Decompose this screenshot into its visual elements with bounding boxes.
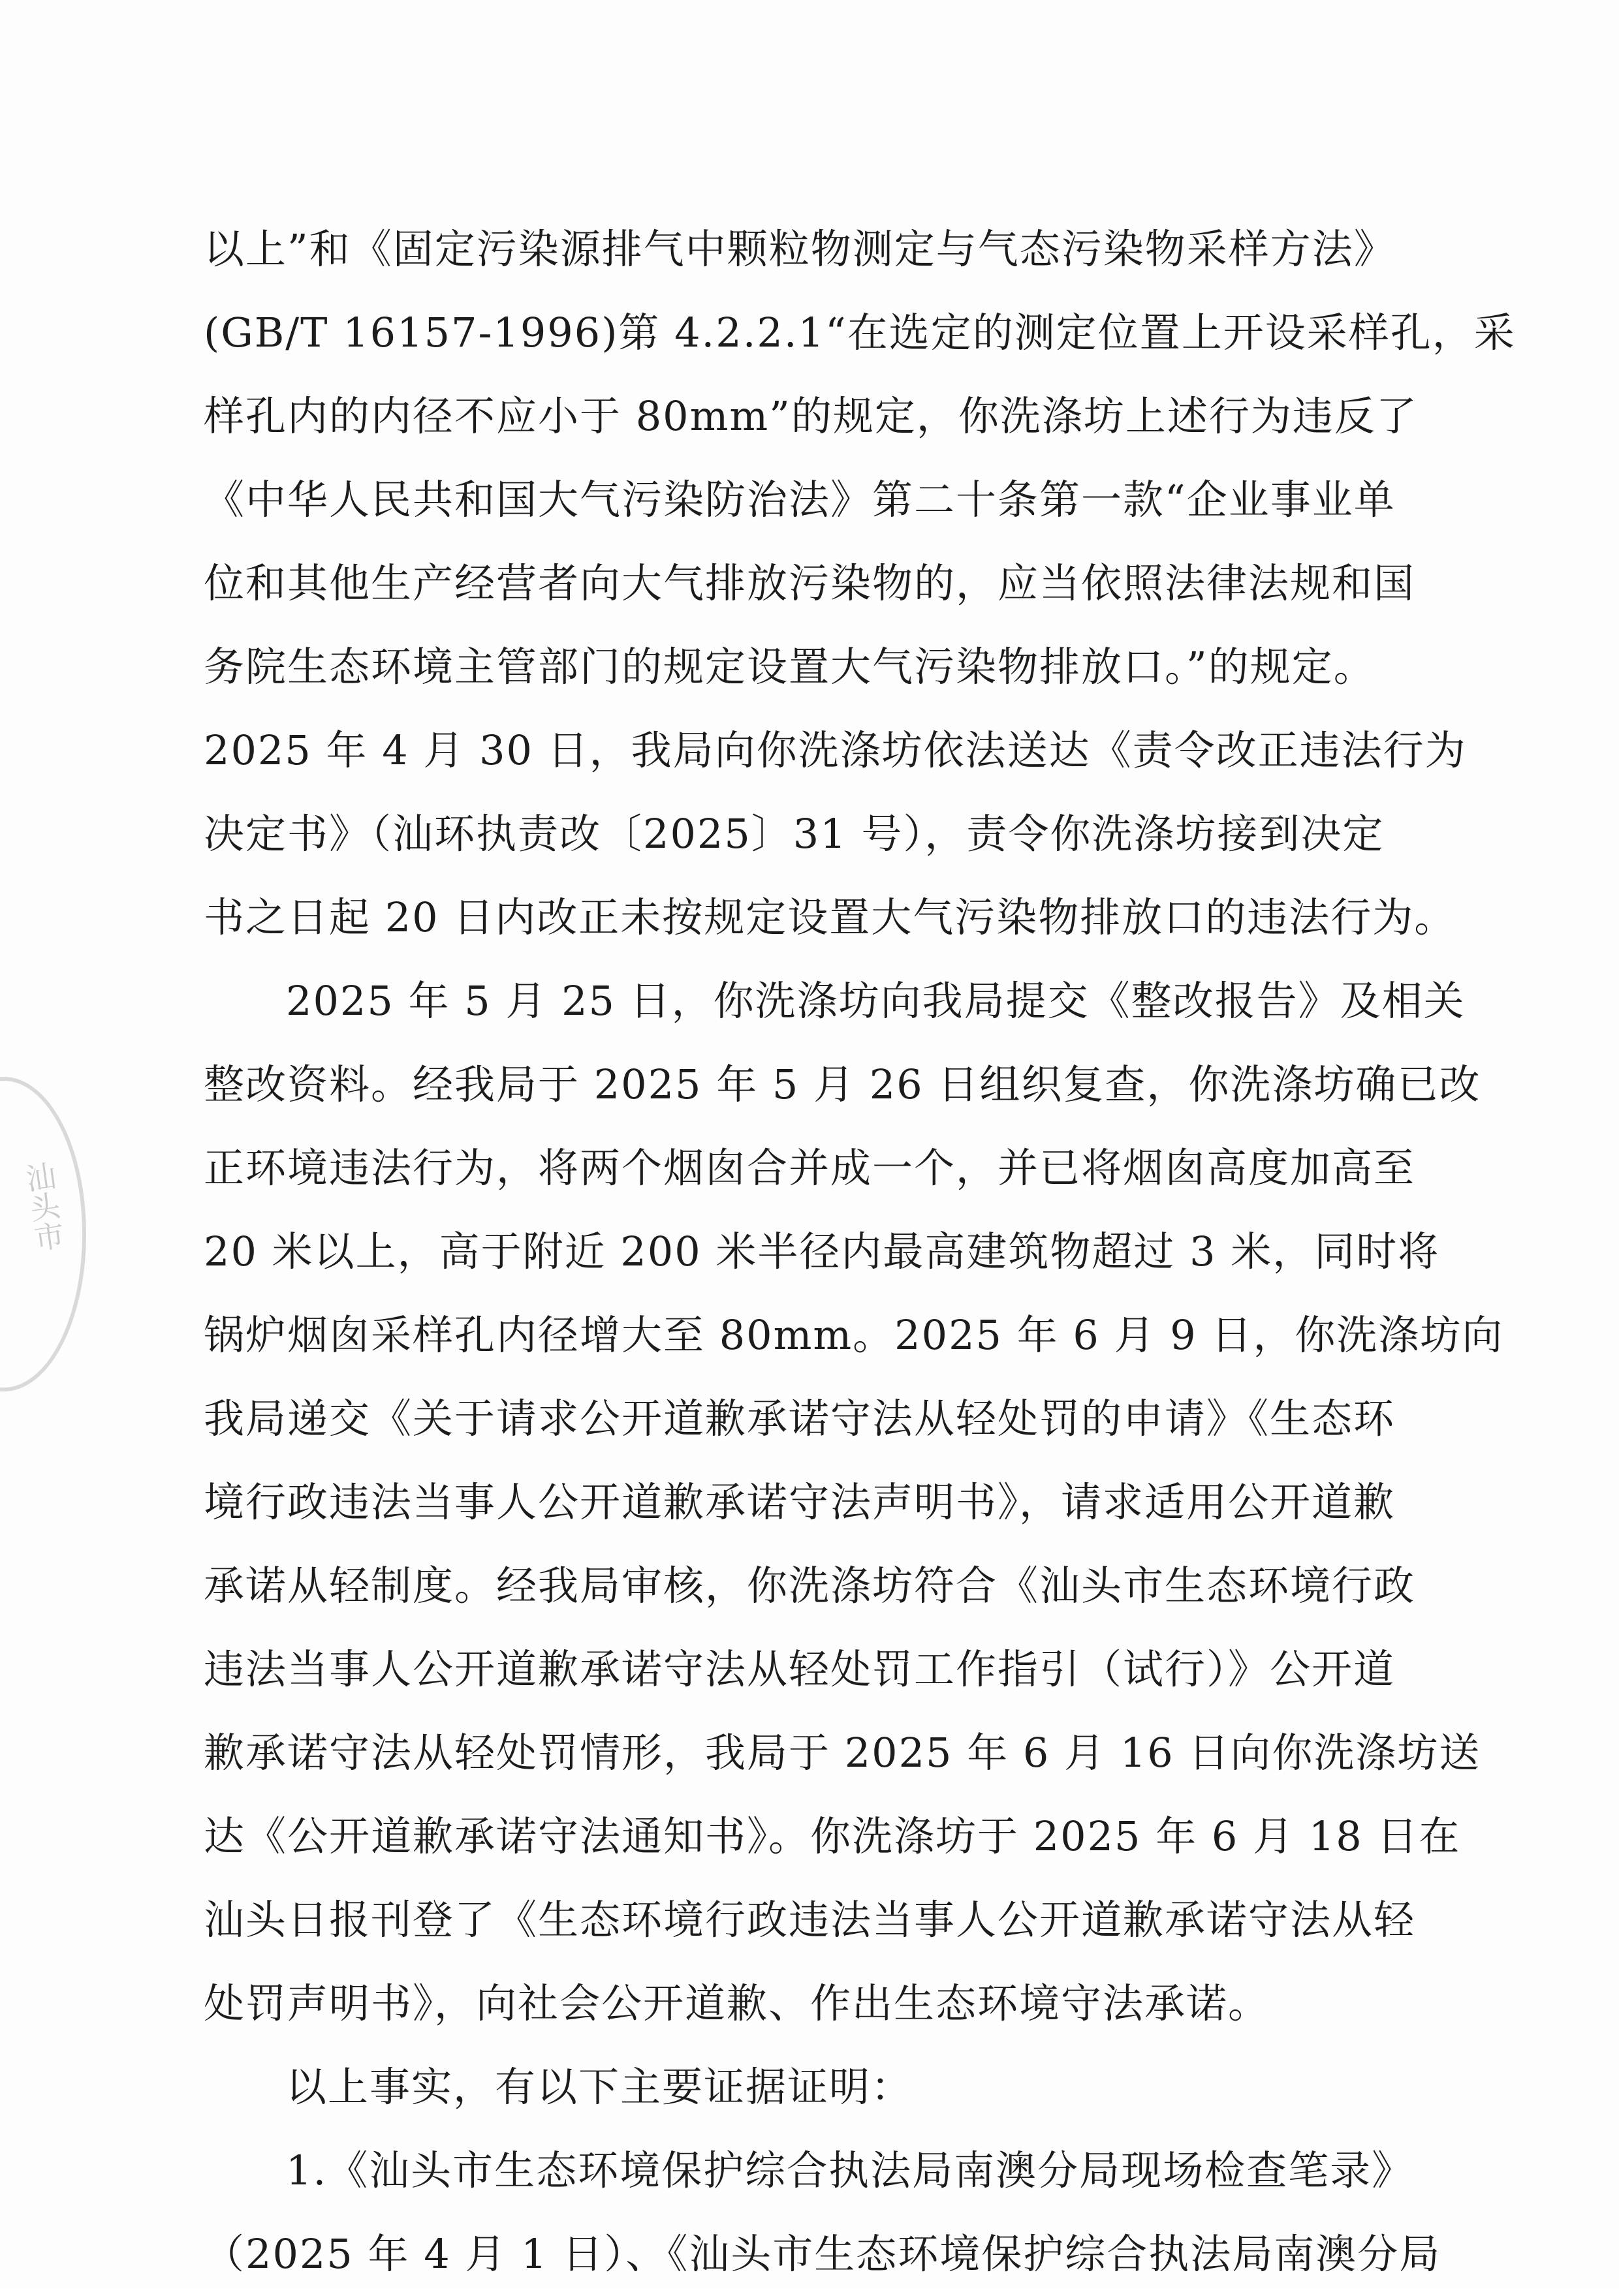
text-line-18: 违法当事人公开道歉承诺守法从轻处罚工作指引（试行）》公开道 <box>204 1645 1396 1693</box>
text-line-21: 汕头日报刊登了《生态环境行政违法当事人公开道歉承诺守法从轻 <box>204 1896 1416 1944</box>
text-line-3: 样孔内的内径不应小于 80mm”的规定，你洗涤坊上述行为违反了 <box>204 392 1418 440</box>
text-line-15: 我局递交《关于请求公开道歉承诺守法从轻处罚的申请》《生态环 <box>204 1395 1396 1442</box>
text-line-11: 整改资料。经我局于 2025 年 5 月 26 日组织复查，你洗涤坊确已改 <box>204 1061 1481 1108</box>
text-line-19: 歉承诺守法从轻处罚情形，我局于 2025 年 6 月 16 日向你洗涤坊送 <box>204 1729 1481 1776</box>
text-line-8: 决定书》（汕环执责改〔2025〕31 号），责令你洗涤坊接到决定 <box>204 810 1385 858</box>
text-line-14: 锅炉烟囱采样孔内径增大至 80mm。2025 年 6 月 9 日，你洗涤坊向 <box>204 1311 1504 1359</box>
text-line-9: 书之日起 20 日内改正未按规定设置大气污染物排放口的违法行为。 <box>204 893 1456 941</box>
text-line-12: 正环境违法行为，将两个烟囱合并成一个，并已将烟囱高度加高至 <box>204 1144 1416 1192</box>
text-line-1: 以上”和《固定污染源排气中颗粒物测定与气态污染物采样方法》 <box>204 225 1396 273</box>
text-line-5: 位和其他生产经营者向大气排放污染物的，应当依照法律法规和国 <box>204 559 1416 607</box>
text-line-13: 20 米以上，高于附近 200 米半径内最高建筑物超过 3 米，同时将 <box>204 1228 1440 1275</box>
text-line-17: 承诺从轻制度。经我局审核，你洗涤坊符合《汕头市生态环境行政 <box>204 1562 1416 1609</box>
text-line-7: 2025 年 4 月 30 日，我局向你洗涤坊依法送达《责令改正违法行为 <box>204 726 1467 774</box>
text-line-20: 达《公开道歉承诺守法通知书》。你洗涤坊于 2025 年 6 月 18 日在 <box>204 1812 1461 1860</box>
text-line-16: 境行政违法当事人公开道歉承诺守法声明书》，请求适用公开道歉 <box>204 1478 1396 1526</box>
text-line-4: 《中华人民共和国大气污染防治法》第二十条第一款“企业事业单 <box>204 476 1396 523</box>
text-line-25: （2025 年 4 月 1 日）、《汕头市生态环境保护综合执法局南澳分局 <box>204 2230 1441 2278</box>
evidence-item-1-line: 1.《汕头市生态环境保护综合执法局南澳分局现场检查笔录》 <box>286 2147 1414 2194</box>
text-line-6: 务院生态环境主管部门的规定设置大气污染物排放口。”的规定。 <box>204 643 1375 690</box>
text-line-2: (GB/T 16157-1996)第 4.2.2.1“在选定的测定位置上开设采样孔，采 <box>204 309 1516 356</box>
text-line-22: 处罚声明书》，向社会公开道歉、作出生态环境守法承诺。 <box>204 1979 1270 2027</box>
paragraph-start-line: 2025 年 5 月 25 日，你洗涤坊向我局提交《整改报告》及相关 <box>286 977 1466 1025</box>
seal-stamp-text: 汕头市 <box>19 1159 67 1254</box>
evidence-intro-line: 以上事实，有以下主要证据证明： <box>286 2063 913 2111</box>
